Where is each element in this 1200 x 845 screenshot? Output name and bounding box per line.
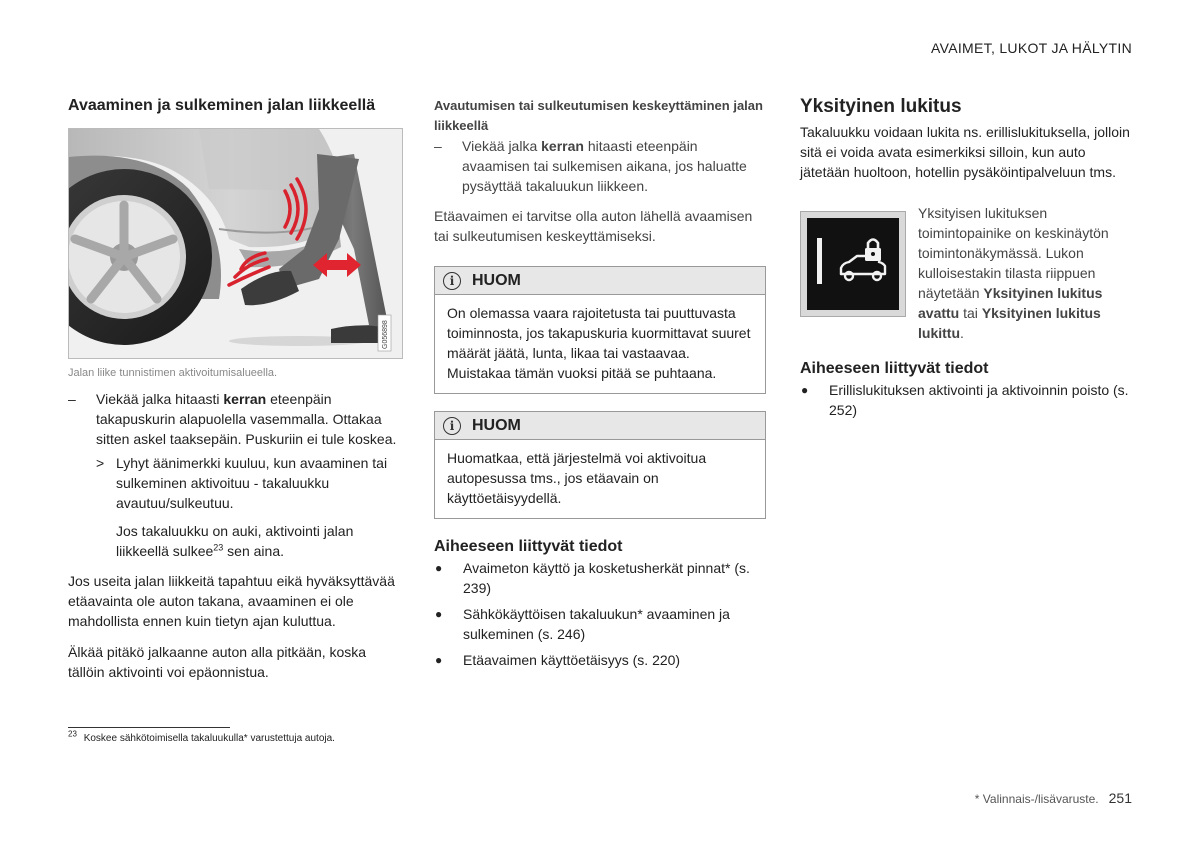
figure-caption: Jalan liike tunnistimen aktivoitumisalueella.: [68, 367, 278, 379]
dash-marker: –: [68, 391, 76, 407]
related-heading: Aiheeseen liittyvät tiedot: [800, 360, 989, 377]
bullet-icon: ●: [435, 653, 443, 667]
page-footer: [975, 790, 1132, 806]
bullet-icon: ●: [435, 561, 443, 575]
foot-sensor-illustration: [68, 128, 403, 359]
note-title: HUOM: [472, 271, 521, 289]
bullet-icon: ●: [801, 383, 809, 397]
body-paragraph: Etäavaimen ei tarvitse olla auton lähellä avaamisen tai sulkeutumisen keskeyttämiseksi.: [434, 208, 753, 244]
related-link[interactable]: ● Sähkökäyttöisen takaluukun* avaaminen ja sulkeminen (s. 246): [435, 606, 730, 642]
result-marker: >: [96, 455, 105, 471]
note-text: Huomatkaa, että järjestelmä voi aktivoitua autopesussa tms., jos etäavain on käyttöetäisyydellä.: [447, 450, 707, 506]
info-icon: i: [443, 272, 461, 290]
instruction-step: – Viekää jalka hitaasti kerran eteenpäin takapuskurin alapuolella vasemmalla. Ottakaa sitten askel taaksepäin. Puskuriin ei tule koskea.: [68, 391, 397, 447]
related-link[interactable]: ● Erillislukituksen aktivointi ja aktivoinnin poisto (s. 252): [801, 382, 1129, 418]
related-link[interactable]: ● Avaimeton käyttö ja kosketusherkät pinnat* (s. 239): [435, 560, 750, 596]
private-locking-button-image: [800, 211, 906, 317]
sub-heading: Avautumisen tai sulkeutumisen keskeyttäminen jalan liikkeellä: [434, 98, 763, 133]
note-box: [434, 266, 766, 394]
note-text: On olemassa vaara rajoitetusta tai puuttuvasta toiminnosta, jos takapuskuria kuormittavat suuret määrät jäätä, lunta, likaa tai vastaavaa. Muistakaa tämän vuoksi pitää se puhtaana.: [447, 305, 751, 381]
footnote-number: 23: [68, 729, 77, 739]
car-rear-foot-motion-graphic: [69, 129, 402, 358]
note-header: [435, 412, 765, 440]
result-note: Jos takaluukku on auki, aktivointi jalan liikkeellä sulkee$^{23}$ sen aina.: [116, 523, 354, 559]
note-title: HUOM: [472, 416, 521, 434]
footnote-ref: 23: [213, 542, 224, 553]
wrapped-paragraph: Yksityisen lukituksen toimintopainike on keskinäytön toimintonäkymässä. Lukon kulloisestakin tilasta riippuen näytetään Yksityinen lukitus avattu tai Yksityinen lukitus lukittu.: [918, 205, 1109, 341]
emphasis-kerran: kerran: [223, 391, 267, 407]
footnote: [68, 729, 335, 744]
section-heading: Avaaminen ja sulkeminen jalan liikkeellä: [68, 97, 376, 114]
figure-code: G056898: [382, 320, 389, 349]
body-paragraph: Takaluukku voidaan lukita ns. erillislukituksella, jolloin sitä ei voida avata esimerkiksi silloin, kun auto jätetään huoltoon, hotellin pysäköintipalveluun tms.: [800, 124, 1130, 180]
note-header: [435, 267, 765, 295]
section-heading: Yksityinen lukitus: [800, 96, 962, 117]
column-3: [800, 96, 1132, 420]
footnote-divider: [68, 727, 230, 728]
column-1: [68, 96, 401, 682]
dash-marker: –: [434, 138, 442, 154]
status-unlocked-label: Yksityinen lukitus avattu: [918, 285, 1103, 321]
bullet-icon: ●: [435, 607, 443, 621]
footnote-text: Koskee sähkötoimisella takaluukulla* varustettuja autoja.: [83, 733, 335, 744]
body-paragraph: Älkää pitäkö jalkaanne auton alla pitkään, koska tällöin aktivointi voi epäonnistua.: [68, 644, 367, 680]
column-2: [434, 96, 766, 670]
info-icon: i: [443, 417, 461, 435]
note-box: [434, 411, 766, 519]
page-number: 251: [1108, 790, 1132, 806]
body-paragraph: Jos useita jalan liikkeitä tapahtuu eikä hyväksyttävää etäavainta ole auton takana, avaaminen ei ole mahdollista ennen kuin tietyn ajan kuluttua.: [68, 573, 395, 629]
instruction-step: – Viekää jalka kerran hitaasti eteenpäin avaamisen tai sulkemisen aikana, jos haluatte pysäyttää takaluukun liikkeen.: [434, 138, 747, 194]
instruction-result: > Lyhyt äänimerkki kuuluu, kun avaaminen tai sulkeminen aktivoituu - takaluukku avautuu/sulkeutuu.: [96, 455, 388, 511]
related-link[interactable]: ● Etäavaimen käyttöetäisyys (s. 220): [435, 652, 681, 668]
status-locked-label: Yksityinen lukitus lukittu: [918, 305, 1101, 341]
emphasis-kerran: kerran: [541, 138, 584, 154]
optional-equipment-note: * Valinnais-/lisävaruste.: [974, 792, 1099, 806]
related-heading: Aiheeseen liittyvät tiedot: [434, 538, 623, 555]
car-lock-icon: [807, 218, 899, 310]
section-title: AVAIMET, LUKOT JA HÄLYTIN: [931, 40, 1132, 56]
